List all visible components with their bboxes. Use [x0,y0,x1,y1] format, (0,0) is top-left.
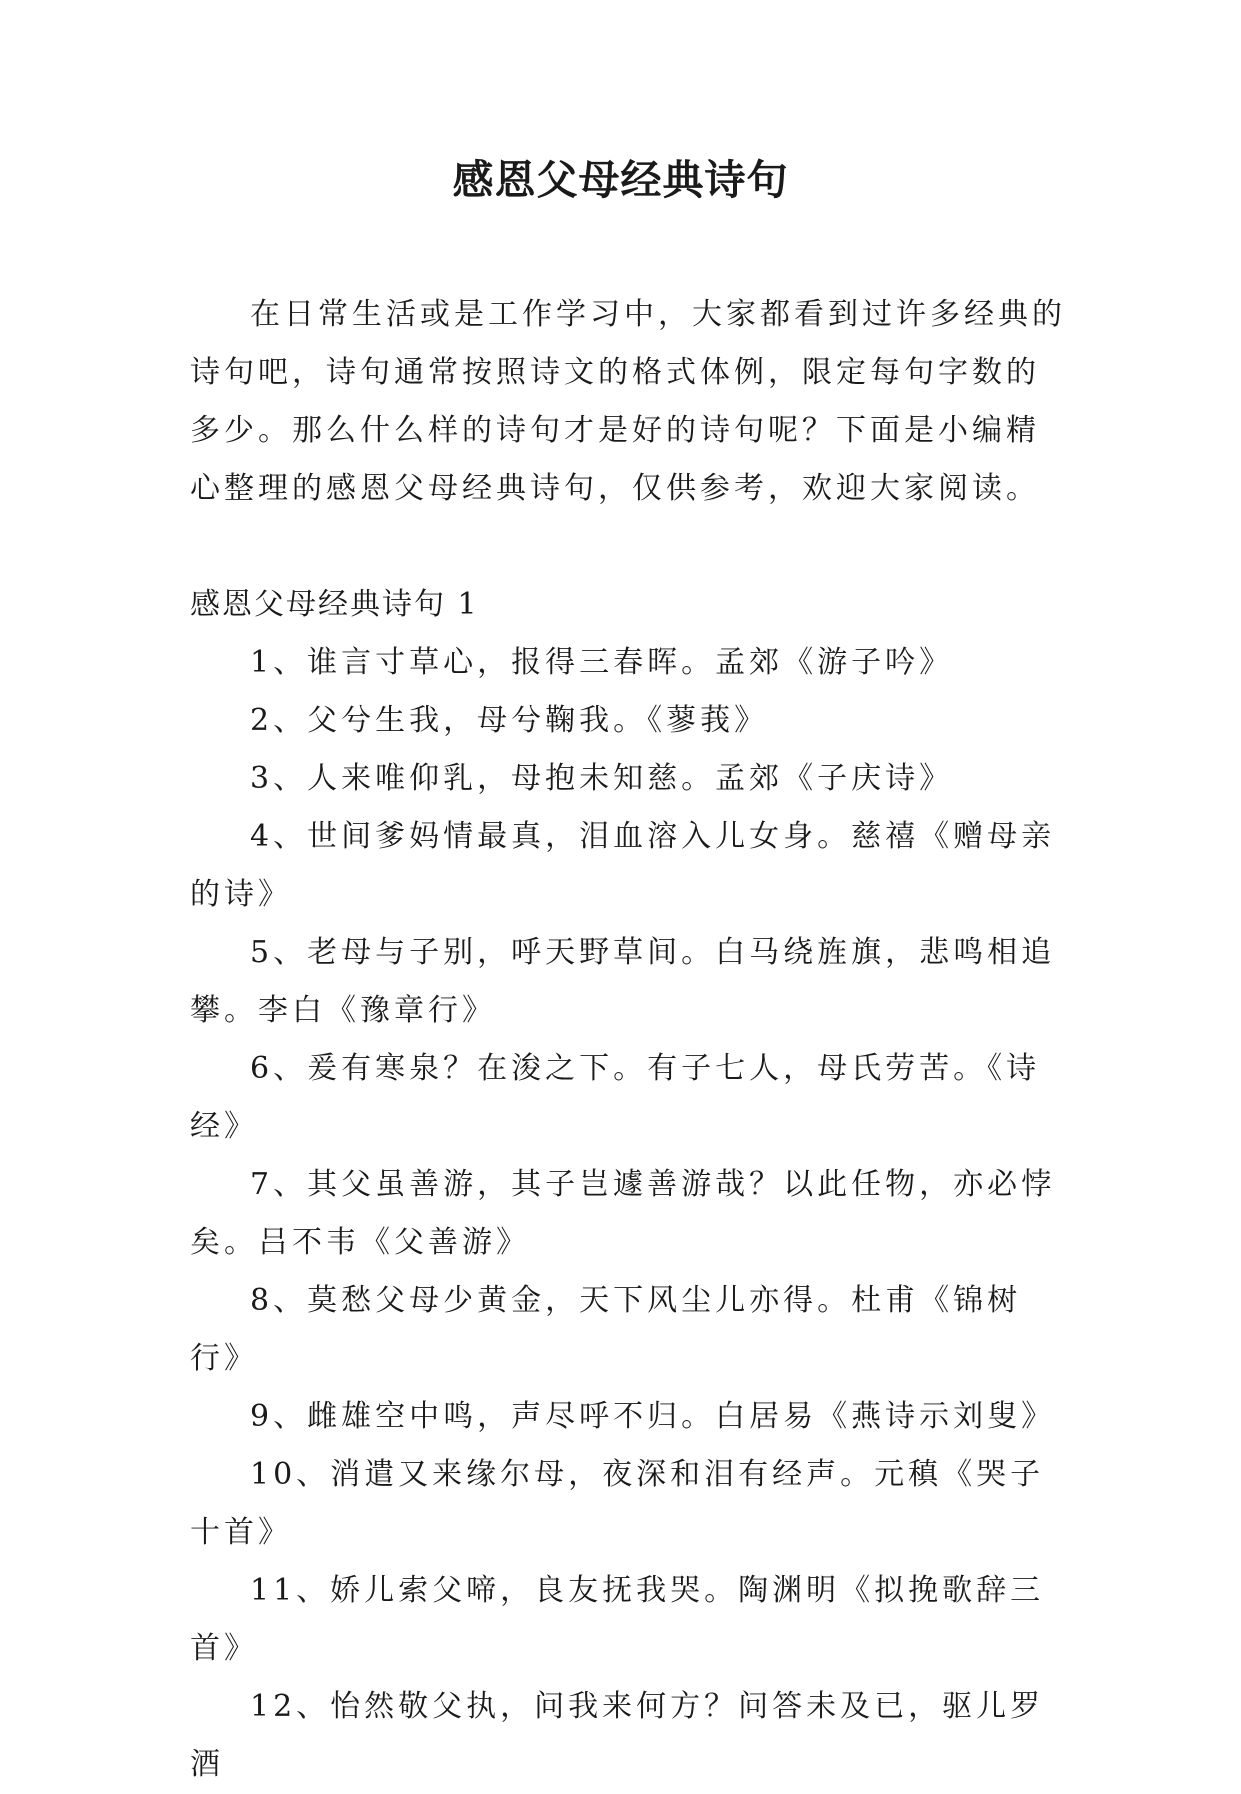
poem-line-7: 7、其父虽善游，其子岂遽善游哉？以此任物，亦必悖矣。吕不韦《父善游》 [190,1167,1056,1260]
poem-line-9: 9、雌雄空中鸣，声尽呼不归。白居易《燕诗示刘叟》 [250,1399,1056,1434]
poem-line-3: 3、人来唯仰乳，母抱未知慈。孟郊《子庆诗》 [250,761,954,796]
poem-line-10: 10、消遣又来缘尔母，夜深和泪有经声。元稹《哭子十首》 [190,1457,1045,1550]
poem-line-2: 2、父兮生我，母兮鞠我。《蓼莪》 [250,703,769,738]
poem-line-8: 8、莫愁父母少黄金，天下风尘儿亦得。杜甫《锦树行》 [190,1283,1022,1376]
poem-line-1: 1、谁言寸草心，报得三春晖。孟郊《游子吟》 [250,645,954,680]
poem-line-6: 6、爰有寒泉？在浚之下。有子七人，母氏劳苦。《诗经》 [190,1051,1041,1144]
poem-line-5: 5、老母与子别，呼天野草间。白马绕旌旗，悲鸣相追攀。李白《豫章行》 [190,935,1056,1028]
poem-line-12: 12、怡然敬父执，问我来何方？问答未及已，驱儿罗酒 [190,1689,1045,1782]
poem-line-4: 4、世间爹妈情最真，泪血溶入儿女身。慈禧《赠母亲的诗》 [190,819,1056,912]
section-heading: 感恩父母经典诗句 1 [190,587,479,622]
poem-line-11: 11、娇儿索父啼，良友抚我哭。陶渊明《拟挽歌辞三首》 [190,1573,1045,1666]
document-body [190,286,1066,1794]
intro-paragraph: 在日常生活或是工作学习中，大家都看到过许多经典的诗句吧，诗句通常按照诗文的格式体例，限定每句字数的多少。那么什么样的诗句才是好的诗句呢？下面是小编精心整理的感恩父母经典诗句，仅供参考，欢迎大家阅读。 [190,297,1066,506]
document-title: 感恩父母经典诗句 [452,156,789,204]
